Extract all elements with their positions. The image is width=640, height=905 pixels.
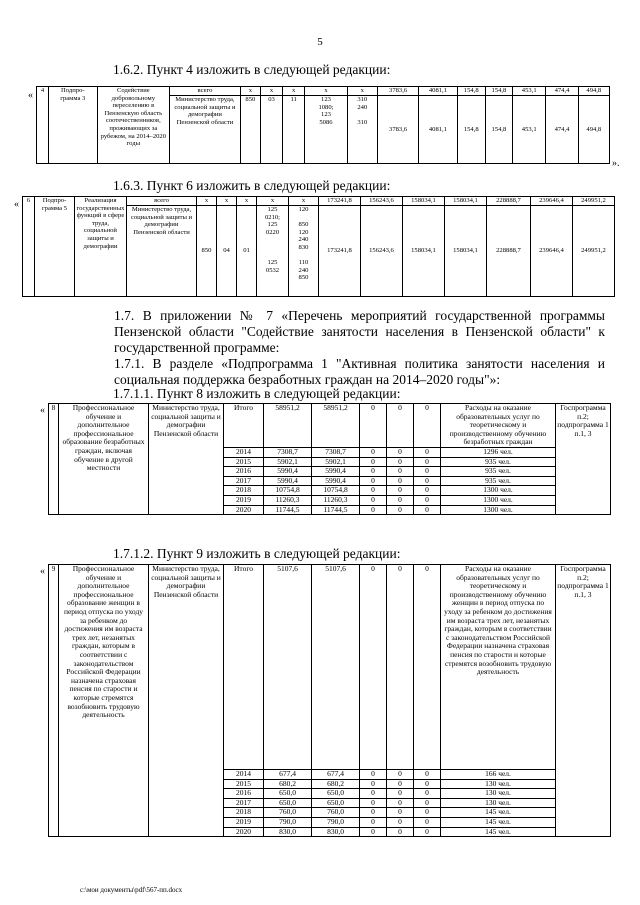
- cell: 239646,4: [531, 197, 573, 206]
- total-label: Итого: [224, 404, 264, 448]
- value-cell: 0: [387, 770, 414, 780]
- indicator-value: 1300 чел.: [441, 505, 556, 515]
- cell: x: [283, 87, 305, 96]
- value-cell: 0: [387, 447, 414, 457]
- indicator-value: 935 чел.: [441, 457, 556, 467]
- value-cell: 0: [387, 798, 414, 808]
- value-cell: 154,8: [457, 96, 485, 164]
- cell: 474,4: [546, 87, 578, 96]
- cell: 173241,8: [319, 197, 361, 206]
- ministry: Министерство труда, социальной защиты и демографии Пензенской области: [170, 96, 241, 164]
- ministry: Министерство труда, социальной защиты и демографии Пензенской области: [149, 404, 224, 515]
- csr-codes: 125 0210; 125 0220 125 0532: [257, 206, 289, 297]
- value-cell: 5990,4: [264, 476, 312, 486]
- cell: 154,8: [457, 87, 485, 96]
- year: 2015: [224, 457, 264, 467]
- value-cell: 680,2: [312, 779, 360, 789]
- value-cell: 5902,1: [312, 457, 360, 467]
- indicator-value: 1300 чел.: [441, 486, 556, 496]
- value-cell: 0: [414, 457, 441, 467]
- value-cell: 0: [414, 808, 441, 818]
- total-label: Итого: [224, 565, 264, 770]
- value-cell: 0: [414, 798, 441, 808]
- cell: 228888,7: [487, 197, 531, 206]
- value-cell: 11260,3: [264, 495, 312, 505]
- event-name: Реализация государственных функций в сфере труда, социальной защиты и демографии: [75, 197, 127, 297]
- value-cell: 0: [387, 476, 414, 486]
- heading-1-6-3: 1.6.3. Пункт 6 изложить в следующей редакции:: [113, 178, 391, 193]
- indicator-value: 935 чел.: [441, 467, 556, 477]
- event-name: Профессиональное обучение и дополнительное профессиональное образование женщин в период отпуска по уходу за ребенком до достижения им возраста трех лет, незанятых граждан, которым в соответствии с законодательством Российской Федерации назначена страховая пенсия по старости и которые стремятся возобновить трудовую деятельность: [59, 565, 149, 837]
- cell: x: [347, 87, 377, 96]
- program-name: Подпро- грамма 3: [49, 87, 97, 164]
- cell: x: [289, 197, 319, 206]
- value-cell: 0: [387, 486, 414, 496]
- value-cell: 0: [414, 789, 441, 799]
- open-quote: «: [40, 405, 45, 416]
- vr-codes: 120 850 120 240 830 110 240 850: [289, 206, 319, 297]
- value-cell: 790,0: [312, 817, 360, 827]
- year: 2020: [224, 505, 264, 515]
- indicator-value: 166 чел.: [441, 770, 556, 780]
- year: 2019: [224, 817, 264, 827]
- value-cell: 0: [360, 447, 387, 457]
- close-quote: ».: [612, 158, 620, 169]
- row-number: 9: [49, 565, 59, 837]
- open-quote: «: [14, 199, 19, 210]
- value-cell: 0: [414, 505, 441, 515]
- value-cell: 650,0: [264, 789, 312, 799]
- goal: Госпрограмма п.2; подпрограмма 1 п.1, 3: [556, 404, 611, 515]
- total-value: 0: [360, 565, 387, 770]
- cell: x: [305, 87, 347, 96]
- cell: 158034,1: [445, 197, 487, 206]
- indicator-value: 145 чел.: [441, 827, 556, 837]
- value-cell: 10754,8: [264, 486, 312, 496]
- year: 2015: [224, 779, 264, 789]
- value-cell: 0: [387, 457, 414, 467]
- indicator: Расходы на оказание образовательных услуг по теоретическому и производственному обучению безработных граждан: [441, 404, 556, 448]
- value-cell: 5990,4: [312, 467, 360, 477]
- indicator-value: 130 чел.: [441, 798, 556, 808]
- paragraph-text: 1.7. В приложении № 7 «Перечень мероприятий государственной программы Пензенской области "Содействие занятости населения в Пензенской области" к государственной программе:: [114, 308, 605, 355]
- value-cell: 0: [414, 467, 441, 477]
- value-cell: 0: [414, 447, 441, 457]
- year: 2016: [224, 789, 264, 799]
- open-quote: «: [40, 566, 45, 577]
- value-cell: 0: [360, 817, 387, 827]
- code-cell: 04: [217, 206, 237, 297]
- cell: x: [240, 87, 260, 96]
- value-cell: 173241,8: [319, 206, 361, 297]
- value-cell: 0: [387, 779, 414, 789]
- year: 2017: [224, 798, 264, 808]
- value-cell: 0: [360, 798, 387, 808]
- year: 2014: [224, 770, 264, 780]
- value-cell: 0: [360, 505, 387, 515]
- value-cell: 7308,7: [312, 447, 360, 457]
- table-item-9: [48, 564, 611, 837]
- heading-1-7-1-2: 1.7.1.2. Пункт 9 изложить в следующей редакции:: [113, 546, 401, 561]
- table-item-8: [48, 403, 611, 515]
- value-cell: 650,0: [264, 798, 312, 808]
- value-cell: 0: [387, 505, 414, 515]
- value-cell: 0: [387, 808, 414, 818]
- value-cell: 650,0: [312, 798, 360, 808]
- value-cell: 453,1: [513, 96, 546, 164]
- value-cell: 0: [360, 779, 387, 789]
- code-cell: 850: [197, 206, 217, 297]
- value-cell: 0: [414, 486, 441, 496]
- cell: 494,8: [578, 87, 609, 96]
- cell: 453,1: [513, 87, 546, 96]
- cell: 154,8: [485, 87, 512, 96]
- cell: 156243,6: [361, 197, 403, 206]
- value-cell: 0: [360, 770, 387, 780]
- indicator-value: 935 чел.: [441, 476, 556, 486]
- value-cell: 11744,5: [312, 505, 360, 515]
- cell: x: [260, 87, 282, 96]
- code-cell: 03: [260, 96, 282, 164]
- year: 2016: [224, 467, 264, 477]
- value-cell: 650,0: [312, 789, 360, 799]
- value-cell: 0: [387, 467, 414, 477]
- value-cell: 677,4: [264, 770, 312, 780]
- ministry: Министерство труда, социальной защиты и демографии Пензенской области: [127, 206, 197, 297]
- value-cell: 0: [360, 808, 387, 818]
- cell: 4081,1: [419, 87, 457, 96]
- cell: 3783,6: [377, 87, 418, 96]
- row-number: 6: [23, 197, 35, 297]
- value-cell: 830,0: [264, 827, 312, 837]
- value-cell: 474,4: [546, 96, 578, 164]
- indicator-value: 130 чел.: [441, 779, 556, 789]
- cell: x: [237, 197, 257, 206]
- total-value: 0: [387, 565, 414, 770]
- value-cell: 239646,4: [531, 206, 573, 297]
- value-cell: 0: [360, 827, 387, 837]
- cell: x: [257, 197, 289, 206]
- value-cell: 5990,4: [264, 467, 312, 477]
- cell: всего: [170, 87, 241, 96]
- row-number: 4: [37, 87, 49, 164]
- total-value: 5107,6: [264, 565, 312, 770]
- code-cell: 01: [237, 206, 257, 297]
- code-cell: 11: [283, 96, 305, 164]
- value-cell: 0: [360, 486, 387, 496]
- value-cell: 0: [414, 476, 441, 486]
- vr-codes: 310 240 310: [347, 96, 377, 164]
- value-cell: 7308,7: [264, 447, 312, 457]
- value-cell: 156243,6: [361, 206, 403, 297]
- indicator-value: 1300 чел.: [441, 495, 556, 505]
- total-value: 58951,2: [264, 404, 312, 448]
- value-cell: 158034,1: [403, 206, 445, 297]
- value-cell: 0: [414, 779, 441, 789]
- event-name: Содействие добровольному переселению в Пензенскую область соотечественников, проживающих за рубежом, на 2014–2020 годы: [97, 87, 170, 164]
- total-value: 0: [414, 404, 441, 448]
- row-number: 8: [49, 404, 59, 515]
- value-cell: 0: [360, 789, 387, 799]
- value-cell: 760,0: [312, 808, 360, 818]
- value-cell: 0: [414, 827, 441, 837]
- cell: x: [217, 197, 237, 206]
- total-value: 0: [360, 404, 387, 448]
- value-cell: 0: [414, 770, 441, 780]
- value-cell: 830,0: [312, 827, 360, 837]
- goal: Госпрограмма п.2; подпрограмма 1 п.1, 3: [556, 565, 611, 837]
- value-cell: 0: [360, 467, 387, 477]
- total-value: 5107,6: [312, 565, 360, 770]
- heading-1-6-2: 1.6.2. Пункт 4 изложить в следующей редакции:: [113, 62, 391, 77]
- value-cell: 154,8: [485, 96, 512, 164]
- value-cell: 0: [414, 495, 441, 505]
- value-cell: 494,8: [578, 96, 609, 164]
- value-cell: 0: [360, 476, 387, 486]
- value-cell: 0: [387, 789, 414, 799]
- event-name: Профессиональное обучение и дополнительное профессиональное образование безработных граждан, включая обучение в другой местности: [59, 404, 149, 515]
- cell: всего: [127, 197, 197, 206]
- table-item-6: [22, 196, 615, 297]
- total-value: 0: [414, 565, 441, 770]
- value-cell: 11260,3: [312, 495, 360, 505]
- value-cell: 5990,4: [312, 476, 360, 486]
- value-cell: 680,2: [264, 779, 312, 789]
- cell: 158034,1: [403, 197, 445, 206]
- total-value: 0: [387, 404, 414, 448]
- year: 2020: [224, 827, 264, 837]
- footer-path: c:\мои документы\pdf\567-пп.docx: [80, 886, 183, 894]
- value-cell: 158034,1: [445, 206, 487, 297]
- year: 2014: [224, 447, 264, 457]
- value-cell: 5902,1: [264, 457, 312, 467]
- cell: 249951,2: [573, 197, 615, 206]
- year: 2017: [224, 476, 264, 486]
- paragraph-1-7-1: [60, 356, 605, 388]
- code-cell: 850: [240, 96, 260, 164]
- year: 2018: [224, 808, 264, 818]
- table-item-4: [36, 86, 610, 164]
- year: 2018: [224, 486, 264, 496]
- year: 2019: [224, 495, 264, 505]
- value-cell: 228888,7: [487, 206, 531, 297]
- value-cell: 0: [387, 817, 414, 827]
- value-cell: 11744,5: [264, 505, 312, 515]
- value-cell: 677,4: [312, 770, 360, 780]
- heading-1-7-1-1: 1.7.1.1. Пункт 8 изложить в следующей редакции:: [113, 386, 401, 401]
- indicator-value: 1296 чел.: [441, 447, 556, 457]
- value-cell: 0: [414, 817, 441, 827]
- open-quote: «: [28, 90, 33, 101]
- program-name: Подпро- грамма 5: [35, 197, 75, 297]
- value-cell: 760,0: [264, 808, 312, 818]
- page-number: 5: [317, 36, 323, 48]
- paragraph-text: 1.7.1. В разделе «Подпрограмма 1 "Активная политика занятости населения и социальная поддержка безработных граждан на 2014–2020 годы"»:: [114, 356, 605, 387]
- value-cell: 249951,2: [573, 206, 615, 297]
- value-cell: 4081,1: [419, 96, 457, 164]
- total-value: 58951,2: [312, 404, 360, 448]
- cell: x: [197, 197, 217, 206]
- paragraph-1-7: [60, 308, 605, 356]
- value-cell: 0: [387, 827, 414, 837]
- indicator-value: 145 чел.: [441, 808, 556, 818]
- value-cell: 3783,6: [377, 96, 418, 164]
- value-cell: 0: [387, 495, 414, 505]
- value-cell: 0: [360, 495, 387, 505]
- indicator-value: 130 чел.: [441, 789, 556, 799]
- csr-codes: 123 1080; 123 5086: [305, 96, 347, 164]
- ministry: Министерство труда, социальной защиты и демографии Пензенской области: [149, 565, 224, 837]
- indicator-value: 145 чел.: [441, 817, 556, 827]
- value-cell: 790,0: [264, 817, 312, 827]
- value-cell: 10754,8: [312, 486, 360, 496]
- indicator: Расходы на оказание образовательных услуг по теоретическому и производственному обучению женщин в период отпуска по уходу за ребенком до достижения им возраста трех лет, незанятых граждан, которым в соответствии с законодательством Российской Федерации назначена страховая пенсия по старости и которые стремятся возобновить трудовую деятельность: [441, 565, 556, 770]
- value-cell: 0: [360, 457, 387, 467]
